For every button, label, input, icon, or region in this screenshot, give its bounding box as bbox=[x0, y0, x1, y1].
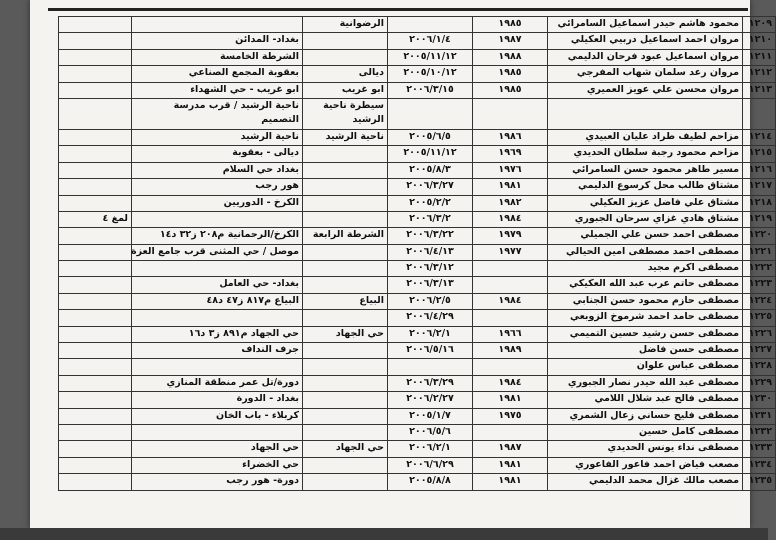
address-cell: ديالى - بعقوبة bbox=[132, 146, 303, 162]
note-cell bbox=[59, 359, 132, 375]
address-cell bbox=[132, 359, 303, 375]
date-cell: ٢٠٠٦/٣/١٢ bbox=[388, 261, 473, 277]
row-number-cell: ١٢٣٠ bbox=[743, 392, 776, 408]
person-name-cell: مروان احمد اسماعيل دربيي العكيلي bbox=[548, 33, 743, 49]
table-row bbox=[59, 98, 776, 129]
person-name-cell: مشتاق طالب محل كرسوع الدليمي bbox=[548, 179, 743, 195]
address-cell bbox=[132, 17, 303, 33]
person-name-cell: مصطفى حازم محمود حسن الجنابي bbox=[548, 293, 743, 309]
row-number-cell: ١٢١٩ bbox=[743, 211, 776, 227]
birth-year-cell: ١٩٧٦ bbox=[473, 162, 548, 178]
table-row bbox=[59, 441, 776, 457]
row-number-cell: ١٢١١ bbox=[743, 49, 776, 65]
row-number-cell: ١٢١٥ bbox=[743, 146, 776, 162]
person-name-cell: مصطفى عبد الله حيدر نصار الجبوري bbox=[548, 375, 743, 391]
person-name-cell: مصطفى فالح عبد شلال اللامي bbox=[548, 392, 743, 408]
date-cell: ٢٠٠٥/١١/١٢ bbox=[388, 49, 473, 65]
person-name-cell: مصطفى حسن رشيد حسين التميمي bbox=[548, 326, 743, 342]
birth-year-cell: ١٩٨٥ bbox=[473, 17, 548, 33]
table-row bbox=[59, 375, 776, 391]
birth-year-cell: ١٩٨٢ bbox=[473, 195, 548, 211]
address-cell: دورة- هور رجب bbox=[132, 474, 303, 490]
date-cell bbox=[388, 17, 473, 33]
address-cell: حي الجهاد م٨٩١ ز٣ د١٦ bbox=[132, 326, 303, 342]
birth-year-cell: ١٩٨٤ bbox=[473, 375, 548, 391]
table-row bbox=[59, 195, 776, 211]
date-cell: ٢٠٠٥/٨/٨ bbox=[388, 474, 473, 490]
note-cell bbox=[59, 375, 132, 391]
area-cell: الشرطة الرابعة bbox=[303, 228, 388, 244]
person-name-cell: مصعب فياض احمد فاعور الفاعوري bbox=[548, 457, 743, 473]
row-number-cell: ١٢٢١ bbox=[743, 244, 776, 260]
person-name-cell: مزاحم محمود رجبة سلطان الحديدي bbox=[548, 146, 743, 162]
note-cell bbox=[59, 343, 132, 359]
person-name-cell: مصطفى عباس علوان bbox=[548, 359, 743, 375]
note-cell: لمغ ٤ bbox=[59, 211, 132, 227]
person-name-cell: مصطفى نداء يونس الحديدي bbox=[548, 441, 743, 457]
person-name-cell: مصطفى احمد حسن علي الجميلي bbox=[548, 228, 743, 244]
person-name-cell: مروان رعد سلمان شهاب المفرجي bbox=[548, 66, 743, 82]
birth-year-cell: ١٩٨٤ bbox=[473, 293, 548, 309]
note-cell bbox=[59, 195, 132, 211]
table-row bbox=[59, 228, 776, 244]
birth-year-cell: ١٩٨٥ bbox=[473, 66, 548, 82]
date-cell: ٢٠٠٦/٣/٢٢ bbox=[388, 228, 473, 244]
birth-year-cell: ١٩٧٧ bbox=[473, 244, 548, 260]
birth-year-cell: ١٩٧٥ bbox=[473, 408, 548, 424]
date-cell: ٢٠٠٦/١/٤ bbox=[388, 33, 473, 49]
address-cell: ناحية الرشيد / قرب مدرسة التصميم bbox=[132, 98, 303, 129]
table-row bbox=[59, 424, 776, 440]
birth-year-cell bbox=[473, 359, 548, 375]
table-row bbox=[59, 162, 776, 178]
scan-bottom-edge bbox=[0, 528, 768, 540]
date-cell: ٢٠٠٦/٥/١٦ bbox=[388, 343, 473, 359]
table-row bbox=[59, 408, 776, 424]
person-name-cell: محمود هاشم حيدر اسماعيل السامرائي bbox=[548, 17, 743, 33]
row-number-cell: ١٢١٦ bbox=[743, 162, 776, 178]
area-cell bbox=[303, 310, 388, 326]
address-cell bbox=[132, 310, 303, 326]
note-cell bbox=[59, 310, 132, 326]
person-name-cell: مزاحم لطيف طراد عليان العبيدي bbox=[548, 129, 743, 145]
table-row bbox=[59, 310, 776, 326]
birth-year-cell: ١٩٨٤ bbox=[473, 211, 548, 227]
row-number-cell: ١٢٢٥ bbox=[743, 310, 776, 326]
area-cell bbox=[303, 474, 388, 490]
row-number-cell: ١٢١٣ bbox=[743, 82, 776, 98]
birth-year-cell bbox=[473, 261, 548, 277]
birth-year-cell: ١٩٦٦ bbox=[473, 326, 548, 342]
address-cell bbox=[132, 211, 303, 227]
birth-year-cell bbox=[473, 424, 548, 440]
date-cell: ٢٠٠٥/١٠/١٢ bbox=[388, 66, 473, 82]
row-number-cell: ١٢٣٥ bbox=[743, 474, 776, 490]
table-row bbox=[59, 326, 776, 342]
table-row bbox=[59, 392, 776, 408]
table-row bbox=[59, 244, 776, 260]
row-number-cell: ١٢٢٧ bbox=[743, 343, 776, 359]
date-cell: ٢٠٠٦/٢/٥ bbox=[388, 293, 473, 309]
note-cell bbox=[59, 277, 132, 293]
address-cell: ابو غريب - حي الشهداء bbox=[132, 82, 303, 98]
address-cell: البياع م٨١٧ ز٤٧ د٤٨ bbox=[132, 293, 303, 309]
birth-year-cell: ١٩٨٦ bbox=[473, 129, 548, 145]
document-page bbox=[30, 0, 772, 528]
person-name-cell bbox=[548, 98, 743, 129]
date-cell: ٢٠٠٥/١١/١٢ bbox=[388, 146, 473, 162]
row-number-cell: ١٢١٢ bbox=[743, 66, 776, 82]
address-cell: بعقوبة المجمع الصناعي bbox=[132, 66, 303, 82]
note-cell bbox=[59, 129, 132, 145]
area-cell bbox=[303, 261, 388, 277]
area-cell: ناحية الرشيد bbox=[303, 129, 388, 145]
person-name-cell: مصطفى اكرم مجيد bbox=[548, 261, 743, 277]
person-name-cell: مصطفى حسن فاضل bbox=[548, 343, 743, 359]
top-border-line bbox=[48, 8, 748, 11]
date-cell: ٢٠٠٦/٣/١٣ bbox=[388, 277, 473, 293]
person-name-cell: مشتاق علي فاضل عزيز العكيلي bbox=[548, 195, 743, 211]
area-cell bbox=[303, 33, 388, 49]
note-cell bbox=[59, 392, 132, 408]
note-cell bbox=[59, 82, 132, 98]
address-cell: الشرطة الخامسة bbox=[132, 49, 303, 65]
row-number-cell: ١٢٣٤ bbox=[743, 457, 776, 473]
table-row bbox=[59, 293, 776, 309]
area-cell bbox=[303, 277, 388, 293]
person-name-cell: مصطفى حامد احمد شرموخ الزوبعي bbox=[548, 310, 743, 326]
area-cell: الرضوانية bbox=[303, 17, 388, 33]
note-cell bbox=[59, 326, 132, 342]
address-cell: جرف النداف bbox=[132, 343, 303, 359]
birth-year-cell: ١٩٦٩ bbox=[473, 146, 548, 162]
row-number-cell: ١٢٣٢ bbox=[743, 424, 776, 440]
note-cell bbox=[59, 293, 132, 309]
area-cell bbox=[303, 343, 388, 359]
note-cell bbox=[59, 228, 132, 244]
table-row bbox=[59, 82, 776, 98]
area-cell bbox=[303, 211, 388, 227]
table-row bbox=[59, 49, 776, 65]
birth-year-cell: ١٩٨١ bbox=[473, 457, 548, 473]
table-row bbox=[59, 261, 776, 277]
address-cell: بغداد- حي العامل bbox=[132, 277, 303, 293]
area-cell bbox=[303, 424, 388, 440]
table-row bbox=[59, 277, 776, 293]
date-cell: ٢٠٠٦/٣/١٥ bbox=[388, 82, 473, 98]
area-cell: حي الجهاد bbox=[303, 441, 388, 457]
area-cell bbox=[303, 457, 388, 473]
area-cell bbox=[303, 162, 388, 178]
table-row bbox=[59, 146, 776, 162]
date-cell: ٢٠٠٦/٥/٦ bbox=[388, 424, 473, 440]
row-number-cell: ١٢١٤ bbox=[743, 129, 776, 145]
date-cell bbox=[388, 359, 473, 375]
address-cell: بغداد حي السلام bbox=[132, 162, 303, 178]
row-number-cell: ١٢٢٨ bbox=[743, 359, 776, 375]
date-cell: ٢٠٠٥/١/٧ bbox=[388, 408, 473, 424]
address-cell: الكرخ - الدوريين bbox=[132, 195, 303, 211]
note-cell bbox=[59, 98, 132, 129]
area-cell bbox=[303, 146, 388, 162]
date-cell bbox=[388, 98, 473, 129]
row-number-cell: ١٢٢٤ bbox=[743, 293, 776, 309]
birth-year-cell: ١٩٧٩ bbox=[473, 228, 548, 244]
address-cell bbox=[132, 424, 303, 440]
area-cell: البياع bbox=[303, 293, 388, 309]
note-cell bbox=[59, 457, 132, 473]
note-cell bbox=[59, 441, 132, 457]
table-row bbox=[59, 66, 776, 82]
table-row bbox=[59, 33, 776, 49]
birth-year-cell: ١٩٨٨ bbox=[473, 49, 548, 65]
address-cell: ناحية الرشيد bbox=[132, 129, 303, 145]
person-name-cell: مصطفى فليح حساني زعال الشمري bbox=[548, 408, 743, 424]
person-name-cell: مصطفى كامل حسين bbox=[548, 424, 743, 440]
birth-year-cell bbox=[473, 98, 548, 129]
area-cell bbox=[303, 244, 388, 260]
row-number-cell: ١٢٢٦ bbox=[743, 326, 776, 342]
address-cell: بغداد - الدورة bbox=[132, 392, 303, 408]
birth-year-cell bbox=[473, 277, 548, 293]
row-number-cell: ١٢٣١ bbox=[743, 408, 776, 424]
address-cell: هور رجب bbox=[132, 179, 303, 195]
date-cell: ٢٠٠٦/٤/٢٩ bbox=[388, 310, 473, 326]
area-cell bbox=[303, 359, 388, 375]
date-cell: ٢٠٠٦/٢/١ bbox=[388, 441, 473, 457]
person-name-cell: مشتاق هادي غزاي سرحان الجبوري bbox=[548, 211, 743, 227]
address-cell bbox=[132, 261, 303, 277]
date-cell: ٢٠٠٦/٣/٢ bbox=[388, 211, 473, 227]
area-cell bbox=[303, 179, 388, 195]
row-number-cell: ١٢٢٩ bbox=[743, 375, 776, 391]
note-cell bbox=[59, 162, 132, 178]
row-number-cell: ١٢٣٣ bbox=[743, 441, 776, 457]
date-cell: ٢٠٠٦/٦/٢٩ bbox=[388, 457, 473, 473]
note-cell bbox=[59, 408, 132, 424]
records-table bbox=[58, 16, 776, 491]
person-name-cell: مصطفى احمد مصطفى امين الحيالي bbox=[548, 244, 743, 260]
table-row bbox=[59, 474, 776, 490]
date-cell: ٢٠٠٥/٨/٣ bbox=[388, 162, 473, 178]
birth-year-cell: ١٩٨١ bbox=[473, 474, 548, 490]
birth-year-cell: ١٩٨٧ bbox=[473, 33, 548, 49]
area-cell: ديالى bbox=[303, 66, 388, 82]
row-number-cell: ١٢٠٩ bbox=[743, 17, 776, 33]
address-cell: الكرخ/الرحمانية م٢٠٨ ز٣٢ د١٤ bbox=[132, 228, 303, 244]
note-cell bbox=[59, 17, 132, 33]
area-cell bbox=[303, 392, 388, 408]
area-cell bbox=[303, 195, 388, 211]
birth-year-cell: ١٩٨٩ bbox=[473, 343, 548, 359]
birth-year-cell: ١٩٨١ bbox=[473, 179, 548, 195]
row-number-cell: ١٢١٠ bbox=[743, 33, 776, 49]
row-number-cell bbox=[743, 98, 776, 129]
area-cell bbox=[303, 408, 388, 424]
row-number-cell: ١٢١٧ bbox=[743, 179, 776, 195]
note-cell bbox=[59, 146, 132, 162]
date-cell: ٢٠٠٥/٦/٥ bbox=[388, 129, 473, 145]
address-cell: دورة/تل عمر منطقة المنازي bbox=[132, 375, 303, 391]
date-cell: ٢٠٠٥/٢/٢ bbox=[388, 195, 473, 211]
note-cell bbox=[59, 424, 132, 440]
table-row bbox=[59, 179, 776, 195]
person-name-cell: مصطفى حاتم عرب عبد الله العكيكي bbox=[548, 277, 743, 293]
note-cell bbox=[59, 66, 132, 82]
area-cell bbox=[303, 49, 388, 65]
person-name-cell: مروان اسماعيل عبود فرحان الدليمي bbox=[548, 49, 743, 65]
birth-year-cell: ١٩٨١ bbox=[473, 392, 548, 408]
records-table-body bbox=[59, 17, 776, 491]
note-cell bbox=[59, 33, 132, 49]
address-cell: بغداد- المدائن bbox=[132, 33, 303, 49]
row-number-cell: ١٢٢٢ bbox=[743, 261, 776, 277]
row-number-cell: ١٢٢٣ bbox=[743, 277, 776, 293]
date-cell: ٢٠٠٦/٣/٢٧ bbox=[388, 179, 473, 195]
note-cell bbox=[59, 261, 132, 277]
date-cell: ٢٠٠٦/٣/٢٩ bbox=[388, 375, 473, 391]
area-cell: حي الجهاد bbox=[303, 326, 388, 342]
table-row bbox=[59, 343, 776, 359]
person-name-cell: مصعب مالك غزال محمد الدليمي bbox=[548, 474, 743, 490]
area-cell bbox=[303, 375, 388, 391]
birth-year-cell bbox=[473, 310, 548, 326]
table-row bbox=[59, 457, 776, 473]
person-name-cell: مروان محسن علي عويز العميري bbox=[548, 82, 743, 98]
person-name-cell: مسير طاهر محمود حسن السامرائي bbox=[548, 162, 743, 178]
area-cell: سيطرة ناحية الرشيد bbox=[303, 98, 388, 129]
table-row bbox=[59, 211, 776, 227]
note-cell bbox=[59, 179, 132, 195]
table-row bbox=[59, 129, 776, 145]
area-cell: ابو غريب bbox=[303, 82, 388, 98]
address-cell: حي الجهاد bbox=[132, 441, 303, 457]
address-cell: موصل / حي المثنى قرب جامع العزة bbox=[132, 244, 303, 260]
note-cell bbox=[59, 49, 132, 65]
note-cell bbox=[59, 244, 132, 260]
birth-year-cell: ١٩٨٧ bbox=[473, 441, 548, 457]
date-cell: ٢٠٠٦/٤/١٣ bbox=[388, 244, 473, 260]
table-row bbox=[59, 17, 776, 33]
table-row bbox=[59, 359, 776, 375]
date-cell: ٢٠٠٦/٢/٢٧ bbox=[388, 392, 473, 408]
row-number-cell: ١٢٢٠ bbox=[743, 228, 776, 244]
row-number-cell: ١٢١٨ bbox=[743, 195, 776, 211]
note-cell bbox=[59, 474, 132, 490]
date-cell: ٢٠٠٦/٢/١ bbox=[388, 326, 473, 342]
address-cell: كربلاء - باب الخان bbox=[132, 408, 303, 424]
birth-year-cell: ١٩٨٥ bbox=[473, 82, 548, 98]
address-cell: حي الخضراء bbox=[132, 457, 303, 473]
